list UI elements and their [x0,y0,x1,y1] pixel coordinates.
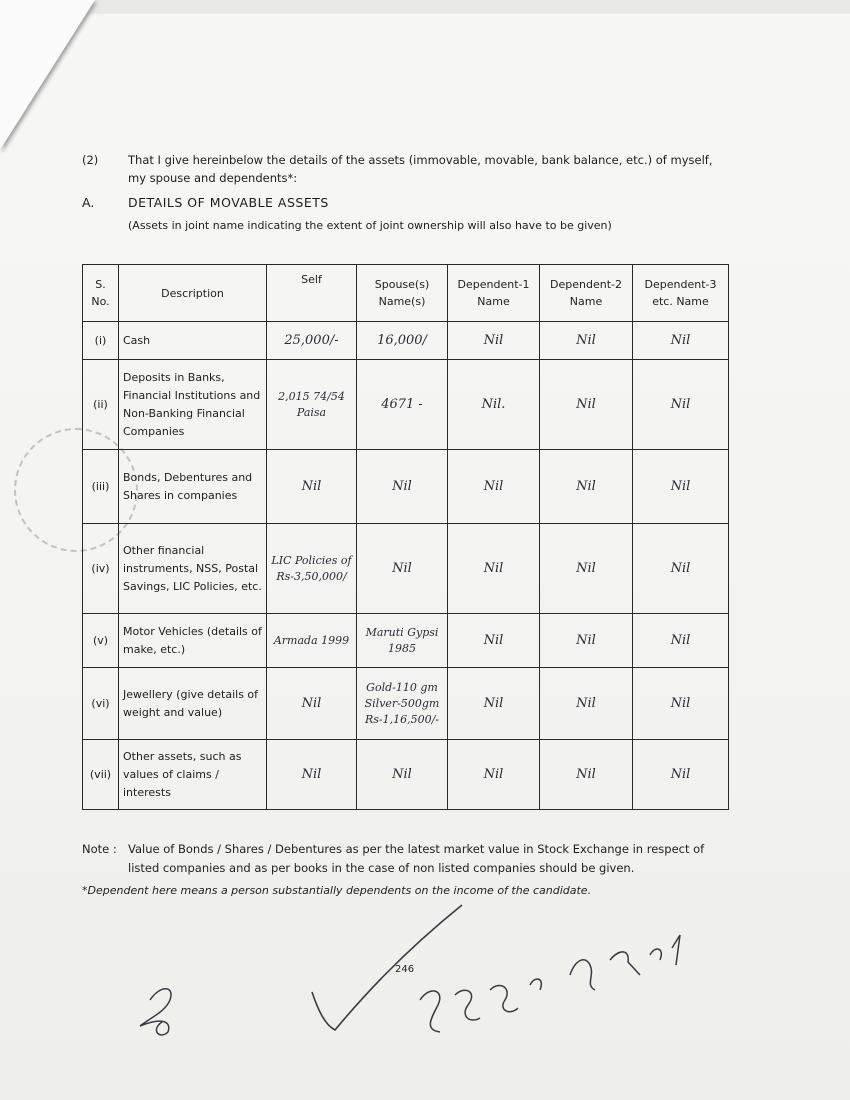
dependent-1-value: Nil [448,322,540,360]
spouse-value: Nil [357,524,448,614]
row-number: (i) [83,322,119,360]
row-number: (v) [83,614,119,668]
spouse-value: Maruti Gypsi 1985 [357,614,448,668]
self-value: 2,015 74/54 Paisa [267,360,357,450]
dependent-2-value: Nil [540,360,633,450]
dependent-3-value: Nil [633,322,729,360]
row-description: Bonds, Debentures and Shares in companies [119,450,267,524]
section-title: DETAILS OF MOVABLE ASSETS [128,195,329,210]
dependent-3-value: Nil [633,614,729,668]
table-row [83,614,729,668]
row-description: Other assets, such as values of claims / interests [119,740,267,810]
table-header-row [83,265,729,322]
dependent-3-value: Nil [633,524,729,614]
spouse-value: Gold-110 gm Silver-500gm Rs-1,16,500/- [357,668,448,740]
dependent-2-value: Nil [540,524,633,614]
row-number: (iii) [83,450,119,524]
self-value: Armada 1999 [267,614,357,668]
header-dependent-3: Dependent-3 etc. Name [633,265,729,322]
intro-number: (2) [82,153,99,167]
row-number: (vii) [83,740,119,810]
header-dependent-1: Dependent-1 Name [448,265,540,322]
self-value: Nil [267,740,357,810]
folded-corner [0,0,95,150]
row-number: (ii) [83,360,119,450]
row-description: Motor Vehicles (details of make, etc.) [119,614,267,668]
header-self: Self [267,265,357,322]
section-letter: A. [82,195,95,210]
dependent-1-value: Nil [448,740,540,810]
note-text: Value of Bonds / Shares / Debentures as per the latest market value in Stock Exchange in respect of listed companies and as per books in the case of non listed companies should be given. [128,842,705,875]
intro-text: That I give hereinbelow the details of the assets (immovable, movable, bank balance, etc.) of myself, my spouse and dependents*: [128,153,713,185]
dependent-3-value: Nil [633,450,729,524]
section-subtitle: (Assets in joint name indicating the extent of joint ownership will also have to be given) [128,219,612,232]
self-value: Nil [267,668,357,740]
header-dependent-2: Dependent-2 Name [540,265,633,322]
dependent-1-value: Nil [448,614,540,668]
row-number: (iv) [83,524,119,614]
table-row [83,360,729,450]
signature-main [420,935,680,1032]
row-description: Deposits in Banks, Financial Institutions and Non-Banking Financial Companies [119,360,267,450]
dependent-1-value: Nil [448,524,540,614]
dependent-1-value: Nil. [448,360,540,450]
signature-tick-mark [312,905,462,1030]
dependent-2-value: Nil [540,450,633,524]
row-description: Jewellery (give details of weight and value) [119,668,267,740]
table-row [83,524,729,614]
dependent-2-value: Nil [540,614,633,668]
note-label: Note : [82,842,117,856]
table-row [83,450,729,524]
self-value: Nil [267,450,357,524]
dependent-1-value: Nil [448,668,540,740]
table-row [83,740,729,810]
spouse-value: Nil [357,450,448,524]
table-row [83,668,729,740]
row-description: Other financial instruments, NSS, Postal Savings, LIC Policies, etc. [119,524,267,614]
page-number: 246 [395,964,415,975]
spouse-value: 4671 - [357,360,448,450]
movable-assets-table [82,264,729,810]
dependent-1-value: Nil [448,450,540,524]
dependent-3-value: Nil [633,668,729,740]
self-value: LIC Policies of Rs-3,50,000/ [267,524,357,614]
row-description: Cash [119,322,267,360]
dependent-definition: *Dependent here means a person substantially dependents on the income of the candidate. [82,884,592,897]
self-value: 25,000/- [267,322,357,360]
header-description: Description [119,265,267,322]
spouse-value: Nil [357,740,448,810]
spouse-value: 16,000/ [357,322,448,360]
dependent-2-value: Nil [540,322,633,360]
dependent-3-value: Nil [633,360,729,450]
table-row [83,322,729,360]
row-number: (vi) [83,668,119,740]
dependent-2-value: Nil [540,668,633,740]
header-spouse: Spouse(s) Name(s) [357,265,448,322]
dependent-2-value: Nil [540,740,633,810]
header-sno: S. No. [83,265,119,322]
signature-initial-left [140,989,171,1035]
top-edge-shadow [0,0,850,14]
dependent-3-value: Nil [633,740,729,810]
